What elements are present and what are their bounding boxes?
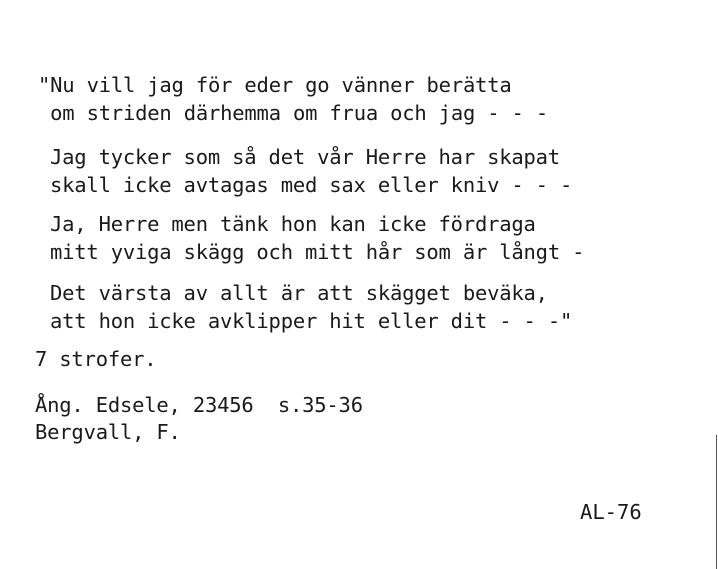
strofer-count: 7 strofer. xyxy=(35,347,157,371)
stanza-1-line-1: "Nu vill jag för eder go vänner berätta xyxy=(38,73,512,97)
stanza-3-line-1: Ja, Herre men tänk hon kan icke fördraga xyxy=(50,212,536,236)
catalog-code: AL-76 xyxy=(580,500,642,524)
stanza-3-line-2: mitt yviga skägg och mitt hår som är långt - xyxy=(50,240,585,264)
stanza-2-line-1: Jag tycker som så det vår Herre har skapat xyxy=(50,145,560,169)
card-edge-divider xyxy=(716,435,717,569)
stanza-2-line-2: skall icke avtagas med sax eller kniv - - - xyxy=(50,173,573,197)
stanza-4-line-2: att hon icke avklipper hit eller dit - - -" xyxy=(50,309,573,333)
collector-name: Bergvall, F. xyxy=(35,420,181,444)
stanza-4-line-1: Det värsta av allt är att skägget beväka, xyxy=(50,281,548,305)
source-place: Ång. Edsele, 23456 s.35-36 xyxy=(35,393,363,417)
stanza-1-line-2: om striden därhemma om frua och jag - - - xyxy=(38,101,548,125)
